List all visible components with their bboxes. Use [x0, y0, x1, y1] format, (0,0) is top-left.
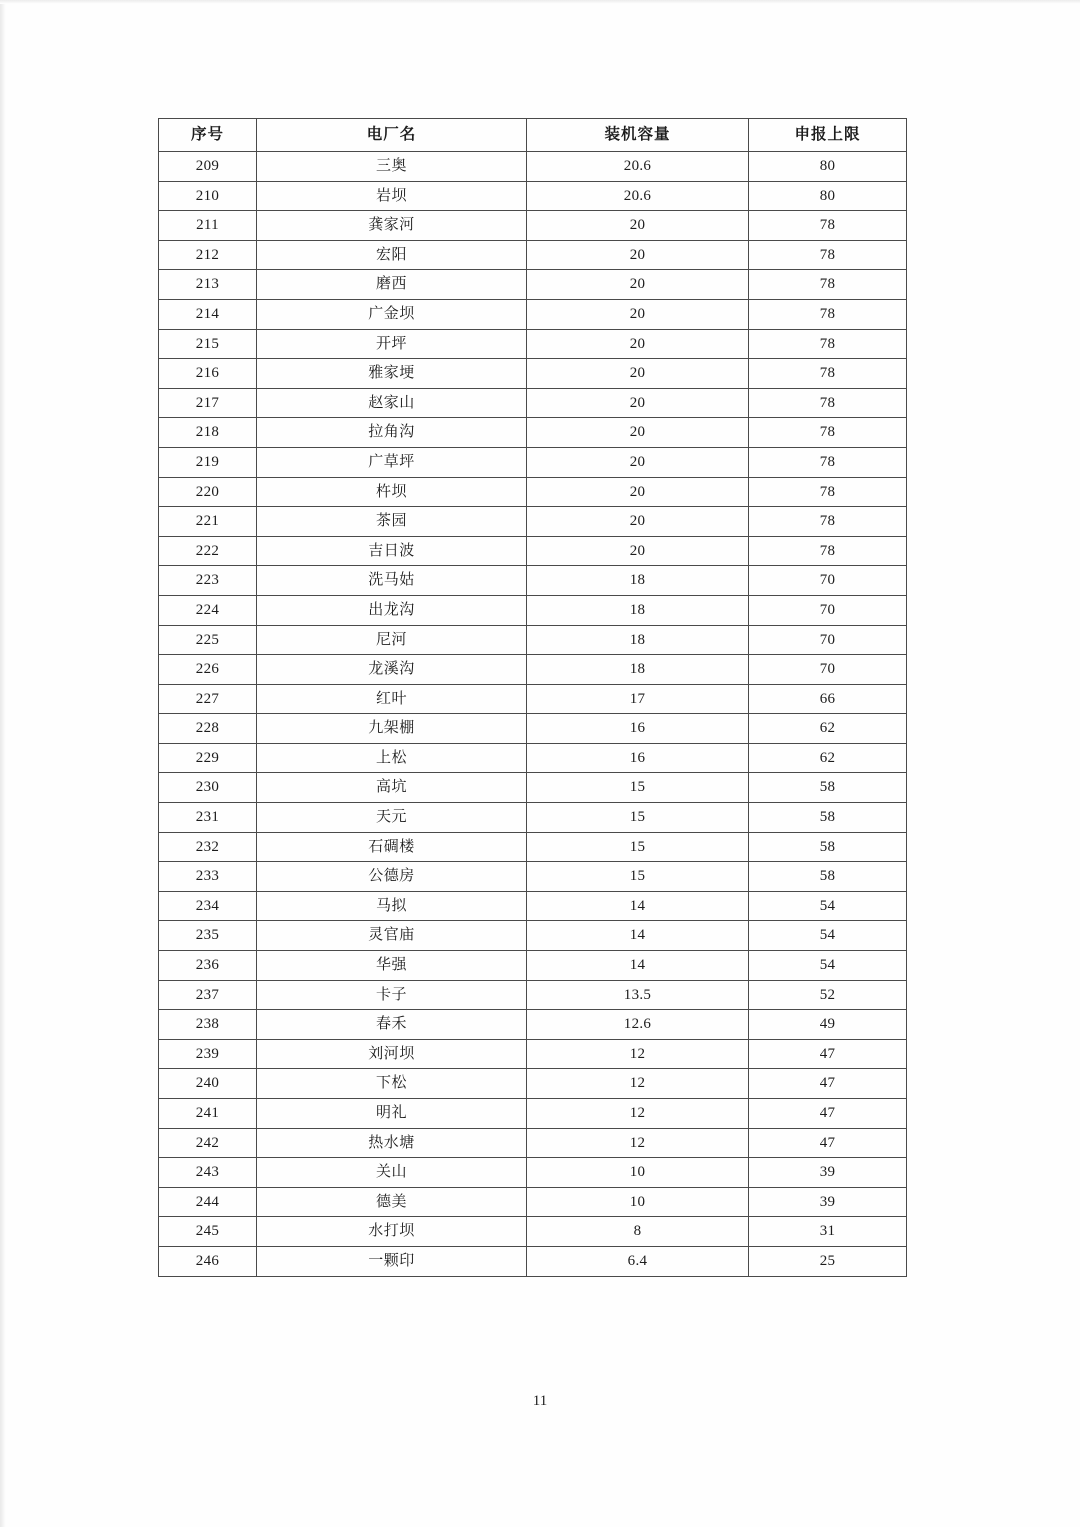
cell-installed-capacity: 10 — [527, 1158, 749, 1188]
cell-plant-name: 德美 — [257, 1187, 527, 1217]
table-row — [159, 773, 907, 803]
cell-index: 216 — [159, 359, 257, 389]
cell-index: 235 — [159, 921, 257, 951]
cell-declaration-limit: 47 — [749, 1069, 907, 1099]
cell-installed-capacity: 14 — [527, 891, 749, 921]
table-row — [159, 299, 907, 329]
cell-declaration-limit: 25 — [749, 1246, 907, 1276]
column-header-installed-capacity: 装机容量 — [527, 119, 749, 152]
table-row — [159, 921, 907, 951]
cell-installed-capacity: 12.6 — [527, 1010, 749, 1040]
cell-plant-name: 公德房 — [257, 862, 527, 892]
column-header-declaration-limit: 申报上限 — [749, 119, 907, 152]
cell-installed-capacity: 20 — [527, 240, 749, 270]
cell-plant-name: 宏阳 — [257, 240, 527, 270]
table-row — [159, 684, 907, 714]
cell-declaration-limit: 78 — [749, 447, 907, 477]
table-row — [159, 714, 907, 744]
cell-declaration-limit: 54 — [749, 891, 907, 921]
cell-index: 241 — [159, 1099, 257, 1129]
cell-declaration-limit: 80 — [749, 181, 907, 211]
cell-declaration-limit: 70 — [749, 595, 907, 625]
cell-index: 231 — [159, 803, 257, 833]
table-row — [159, 655, 907, 685]
cell-declaration-limit: 78 — [749, 211, 907, 241]
cell-plant-name: 一颗印 — [257, 1246, 527, 1276]
cell-declaration-limit: 66 — [749, 684, 907, 714]
cell-declaration-limit: 47 — [749, 1039, 907, 1069]
cell-declaration-limit: 78 — [749, 507, 907, 537]
cell-installed-capacity: 20 — [527, 388, 749, 418]
cell-installed-capacity: 15 — [527, 803, 749, 833]
cell-index: 225 — [159, 625, 257, 655]
cell-index: 214 — [159, 299, 257, 329]
cell-index: 236 — [159, 951, 257, 981]
table-row — [159, 270, 907, 300]
cell-index: 245 — [159, 1217, 257, 1247]
cell-installed-capacity: 20.6 — [527, 152, 749, 182]
cell-declaration-limit: 70 — [749, 566, 907, 596]
cell-declaration-limit: 47 — [749, 1128, 907, 1158]
cell-plant-name: 雅家埂 — [257, 359, 527, 389]
cell-installed-capacity: 17 — [527, 684, 749, 714]
table-row — [159, 566, 907, 596]
table-row — [159, 862, 907, 892]
cell-installed-capacity: 10 — [527, 1187, 749, 1217]
cell-declaration-limit: 78 — [749, 388, 907, 418]
cell-plant-name: 三奥 — [257, 152, 527, 182]
table-row — [159, 1010, 907, 1040]
cell-index: 234 — [159, 891, 257, 921]
table-row — [159, 832, 907, 862]
cell-index: 240 — [159, 1069, 257, 1099]
cell-installed-capacity: 20.6 — [527, 181, 749, 211]
cell-plant-name: 水打坝 — [257, 1217, 527, 1247]
table-row — [159, 1099, 907, 1129]
cell-index: 246 — [159, 1246, 257, 1276]
table-row — [159, 418, 907, 448]
cell-plant-name: 灵官庙 — [257, 921, 527, 951]
cell-declaration-limit: 49 — [749, 1010, 907, 1040]
cell-installed-capacity: 15 — [527, 862, 749, 892]
cell-installed-capacity: 20 — [527, 418, 749, 448]
cell-installed-capacity: 12 — [527, 1099, 749, 1129]
cell-installed-capacity: 18 — [527, 595, 749, 625]
cell-declaration-limit: 31 — [749, 1217, 907, 1247]
cell-plant-name: 杵坝 — [257, 477, 527, 507]
table-row — [159, 447, 907, 477]
cell-declaration-limit: 58 — [749, 803, 907, 833]
cell-plant-name: 明礼 — [257, 1099, 527, 1129]
cell-plant-name: 广金坝 — [257, 299, 527, 329]
cell-installed-capacity: 14 — [527, 921, 749, 951]
cell-plant-name: 拉角沟 — [257, 418, 527, 448]
cell-installed-capacity: 20 — [527, 477, 749, 507]
cell-installed-capacity: 18 — [527, 655, 749, 685]
cell-declaration-limit: 78 — [749, 240, 907, 270]
cell-index: 244 — [159, 1187, 257, 1217]
table-row — [159, 1039, 907, 1069]
cell-index: 209 — [159, 152, 257, 182]
cell-installed-capacity: 15 — [527, 832, 749, 862]
table-row — [159, 595, 907, 625]
cell-plant-name: 春禾 — [257, 1010, 527, 1040]
table-row — [159, 980, 907, 1010]
cell-installed-capacity: 16 — [527, 714, 749, 744]
cell-index: 221 — [159, 507, 257, 537]
cell-installed-capacity: 20 — [527, 329, 749, 359]
table-row — [159, 1217, 907, 1247]
table-header — [159, 119, 907, 152]
cell-plant-name: 高坑 — [257, 773, 527, 803]
column-header-plant-name: 电厂名 — [257, 119, 527, 152]
cell-installed-capacity: 18 — [527, 566, 749, 596]
cell-declaration-limit: 70 — [749, 655, 907, 685]
cell-installed-capacity: 8 — [527, 1217, 749, 1247]
cell-index: 224 — [159, 595, 257, 625]
cell-declaration-limit: 47 — [749, 1099, 907, 1129]
cell-installed-capacity: 20 — [527, 270, 749, 300]
cell-index: 219 — [159, 447, 257, 477]
column-header-index: 序号 — [159, 119, 257, 152]
cell-plant-name: 茶园 — [257, 507, 527, 537]
cell-index: 232 — [159, 832, 257, 862]
cell-declaration-limit: 78 — [749, 329, 907, 359]
table-row — [159, 891, 907, 921]
cell-declaration-limit: 52 — [749, 980, 907, 1010]
table-row — [159, 240, 907, 270]
cell-installed-capacity: 12 — [527, 1128, 749, 1158]
cell-declaration-limit: 78 — [749, 477, 907, 507]
cell-index: 239 — [159, 1039, 257, 1069]
cell-index: 212 — [159, 240, 257, 270]
cell-index: 233 — [159, 862, 257, 892]
table-row — [159, 211, 907, 241]
table-body — [159, 152, 907, 1277]
cell-declaration-limit: 62 — [749, 714, 907, 744]
cell-index: 226 — [159, 655, 257, 685]
cell-plant-name: 下松 — [257, 1069, 527, 1099]
cell-declaration-limit: 78 — [749, 299, 907, 329]
cell-plant-name: 龙溪沟 — [257, 655, 527, 685]
cell-plant-name: 红叶 — [257, 684, 527, 714]
table-row — [159, 359, 907, 389]
page-number: 11 — [532, 1393, 548, 1409]
table-row — [159, 1158, 907, 1188]
cell-plant-name: 岩坝 — [257, 181, 527, 211]
cell-plant-name: 热水塘 — [257, 1128, 527, 1158]
cell-plant-name: 龚家河 — [257, 211, 527, 241]
cell-plant-name: 上松 — [257, 743, 527, 773]
cell-index: 242 — [159, 1128, 257, 1158]
cell-installed-capacity: 12 — [527, 1069, 749, 1099]
cell-installed-capacity: 20 — [527, 299, 749, 329]
cell-installed-capacity: 20 — [527, 507, 749, 537]
cell-installed-capacity: 6.4 — [527, 1246, 749, 1276]
table-row — [159, 1128, 907, 1158]
cell-index: 210 — [159, 181, 257, 211]
table-row — [159, 1246, 907, 1276]
cell-plant-name: 出龙沟 — [257, 595, 527, 625]
cell-plant-name: 吉日波 — [257, 536, 527, 566]
power-plant-table — [158, 118, 907, 1277]
cell-index: 218 — [159, 418, 257, 448]
table-row — [159, 152, 907, 182]
cell-index: 237 — [159, 980, 257, 1010]
cell-plant-name: 天元 — [257, 803, 527, 833]
cell-plant-name: 赵家山 — [257, 388, 527, 418]
cell-index: 217 — [159, 388, 257, 418]
cell-index: 213 — [159, 270, 257, 300]
cell-declaration-limit: 39 — [749, 1187, 907, 1217]
table-row — [159, 625, 907, 655]
cell-plant-name: 卡子 — [257, 980, 527, 1010]
cell-declaration-limit: 78 — [749, 359, 907, 389]
cell-index: 230 — [159, 773, 257, 803]
cell-index: 243 — [159, 1158, 257, 1188]
cell-installed-capacity: 12 — [527, 1039, 749, 1069]
cell-declaration-limit: 58 — [749, 773, 907, 803]
cell-installed-capacity: 13.5 — [527, 980, 749, 1010]
cell-index: 215 — [159, 329, 257, 359]
table-row — [159, 743, 907, 773]
page-edge-shadow-top — [0, 0, 1080, 4]
cell-index: 229 — [159, 743, 257, 773]
cell-declaration-limit: 58 — [749, 862, 907, 892]
cell-plant-name: 关山 — [257, 1158, 527, 1188]
cell-plant-name: 马拟 — [257, 891, 527, 921]
cell-plant-name: 刘河坝 — [257, 1039, 527, 1069]
cell-declaration-limit: 78 — [749, 418, 907, 448]
table-row — [159, 1069, 907, 1099]
table-row — [159, 507, 907, 537]
cell-declaration-limit: 54 — [749, 951, 907, 981]
cell-plant-name: 磨西 — [257, 270, 527, 300]
table-row — [159, 803, 907, 833]
cell-plant-name: 广草坪 — [257, 447, 527, 477]
cell-plant-name: 九架棚 — [257, 714, 527, 744]
cell-plant-name: 华强 — [257, 951, 527, 981]
table-row — [159, 951, 907, 981]
cell-installed-capacity: 20 — [527, 536, 749, 566]
cell-installed-capacity: 14 — [527, 951, 749, 981]
cell-declaration-limit: 78 — [749, 270, 907, 300]
cell-installed-capacity: 15 — [527, 773, 749, 803]
table-row — [159, 181, 907, 211]
cell-installed-capacity: 20 — [527, 211, 749, 241]
cell-index: 228 — [159, 714, 257, 744]
cell-declaration-limit: 39 — [749, 1158, 907, 1188]
table-row — [159, 329, 907, 359]
table-row — [159, 388, 907, 418]
table-row — [159, 477, 907, 507]
cell-installed-capacity: 20 — [527, 359, 749, 389]
table-row — [159, 536, 907, 566]
cell-index: 227 — [159, 684, 257, 714]
cell-declaration-limit: 58 — [749, 832, 907, 862]
page-edge-shadow-left — [0, 0, 6, 1527]
cell-plant-name: 石碉楼 — [257, 832, 527, 862]
cell-index: 238 — [159, 1010, 257, 1040]
cell-declaration-limit: 62 — [749, 743, 907, 773]
cell-plant-name: 开坪 — [257, 329, 527, 359]
power-plant-table-container — [158, 118, 906, 1277]
cell-declaration-limit: 80 — [749, 152, 907, 182]
cell-declaration-limit: 54 — [749, 921, 907, 951]
cell-plant-name: 洗马姑 — [257, 566, 527, 596]
cell-index: 222 — [159, 536, 257, 566]
cell-installed-capacity: 16 — [527, 743, 749, 773]
cell-installed-capacity: 18 — [527, 625, 749, 655]
cell-declaration-limit: 70 — [749, 625, 907, 655]
cell-installed-capacity: 20 — [527, 447, 749, 477]
cell-index: 220 — [159, 477, 257, 507]
table-row — [159, 1187, 907, 1217]
cell-plant-name: 尼河 — [257, 625, 527, 655]
cell-declaration-limit: 78 — [749, 536, 907, 566]
cell-index: 211 — [159, 211, 257, 241]
cell-index: 223 — [159, 566, 257, 596]
table-header-row — [159, 119, 907, 152]
